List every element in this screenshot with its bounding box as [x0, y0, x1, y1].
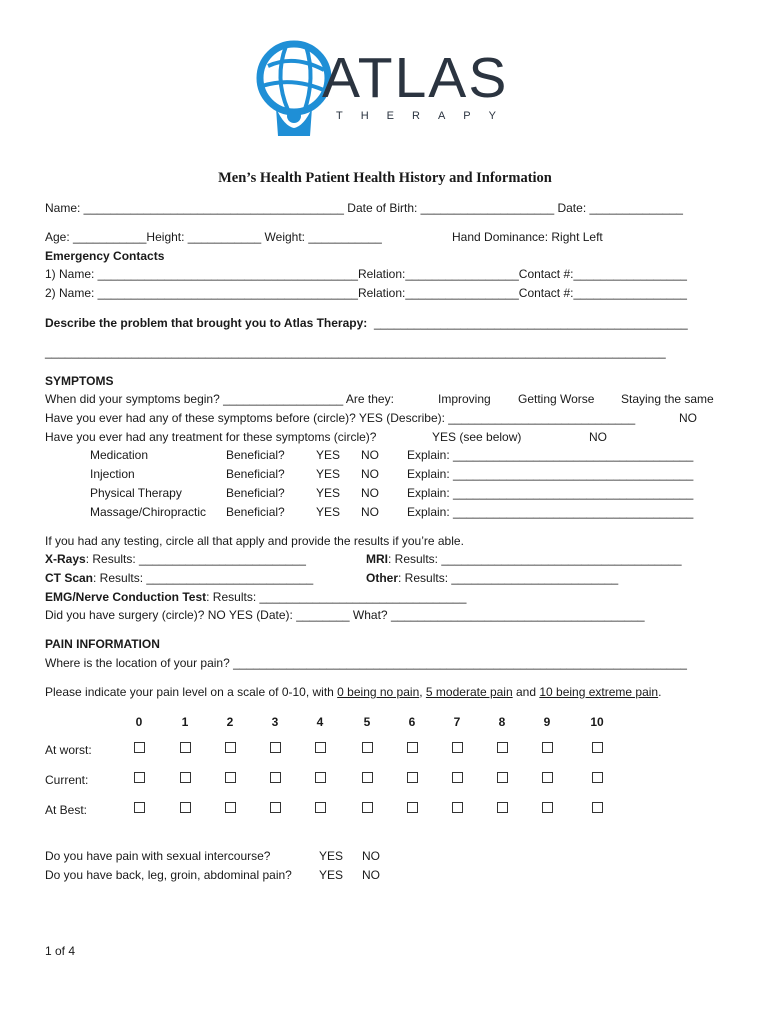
pain-level-checkbox[interactable]: [134, 772, 145, 783]
pain-scale-number: 10: [590, 715, 604, 729]
ct-field[interactable]: [45, 571, 313, 585]
pain-scale-number: 2: [226, 715, 234, 729]
scale-0: 0 being no pain: [337, 685, 420, 699]
scale-5: 5 moderate pain: [425, 685, 513, 699]
scale-sep-2: and: [512, 685, 540, 699]
treatment-no[interactable]: NO: [589, 430, 607, 444]
pain-scale-number: 5: [363, 715, 371, 729]
pain-level-checkbox[interactable]: [134, 742, 145, 753]
mri-field[interactable]: [366, 552, 682, 566]
pain-scale-number: 9: [543, 715, 551, 729]
treatment-beneficial: Beneficial?: [226, 467, 285, 481]
treatment-beneficial: Beneficial?: [226, 486, 285, 500]
pain-level-checkbox[interactable]: [315, 802, 326, 813]
treatment-name: Physical Therapy: [90, 486, 182, 500]
back-pain-question: Do you have back, leg, groin, abdominal pain?: [45, 868, 292, 882]
symptoms-before-question[interactable]: Have you ever had any of these symptoms before (circle)? YES (Describe): ____________________________: [45, 411, 636, 425]
xray-results[interactable]: : Results: _________________________: [85, 552, 306, 566]
pain-level-checkbox[interactable]: [542, 742, 553, 753]
treatment-no-option[interactable]: NO: [361, 486, 379, 500]
treatment-explain[interactable]: Explain: ____________________________________: [407, 486, 694, 500]
logo-subtitle: THERAPY: [336, 110, 514, 122]
pain-level-checkbox[interactable]: [225, 772, 236, 783]
pain-scale-number: 1: [181, 715, 189, 729]
atlas-therapy-logo: [248, 36, 518, 146]
problem-line-2[interactable]: _____________________________________________________________________________________________: [45, 345, 666, 359]
xray-label: X-Rays: [45, 552, 86, 566]
emergency-contacts-heading: Emergency Contacts: [45, 249, 165, 263]
pain-level-checkbox[interactable]: [542, 772, 553, 783]
treatment-yes-option[interactable]: YES: [316, 467, 341, 481]
scale-end: .: [658, 685, 662, 699]
other-field[interactable]: [366, 571, 618, 585]
logo-word: ATLAS: [322, 46, 509, 110]
pain-level-checkbox[interactable]: [407, 742, 418, 753]
pain-level-checkbox[interactable]: [180, 772, 191, 783]
treatment-yes-option[interactable]: YES: [316, 505, 341, 519]
pain-level-checkbox[interactable]: [452, 772, 463, 783]
symptoms-begin-question[interactable]: When did your symptoms begin? __________________ Are they:: [45, 392, 394, 406]
surgery-question[interactable]: Did you have surgery (circle)? NO YES (Date): ________ What? ______________________________________: [45, 608, 645, 622]
treatment-explain[interactable]: Explain: ____________________________________: [407, 467, 694, 481]
pain-level-checkbox[interactable]: [407, 772, 418, 783]
emergency-contact-1[interactable]: 1) Name: _______________________________________Relation:_________________Contact #:_________________: [45, 267, 687, 281]
pain-row-label: Current:: [45, 773, 89, 787]
pain-level-checkbox[interactable]: [497, 742, 508, 753]
treatment-no-option[interactable]: NO: [361, 505, 379, 519]
back-pain-yes[interactable]: YES: [319, 868, 344, 882]
treatment-yes[interactable]: YES (see below): [432, 430, 522, 444]
pain-level-checkbox[interactable]: [270, 802, 281, 813]
option-improving[interactable]: Improving: [438, 392, 491, 406]
page-title: Men’s Health Patient Health History and Information: [218, 170, 552, 186]
option-getting-worse[interactable]: Getting Worse: [518, 392, 595, 406]
scale-sep-1: ,: [419, 685, 426, 699]
pain-level-checkbox[interactable]: [407, 802, 418, 813]
sexual-pain-no[interactable]: NO: [362, 849, 380, 863]
pain-level-checkbox[interactable]: [542, 802, 553, 813]
treatment-explain[interactable]: Explain: ____________________________________: [407, 505, 694, 519]
pain-level-checkbox[interactable]: [270, 742, 281, 753]
pain-scale-number: 0: [135, 715, 143, 729]
mri-results[interactable]: : Results: ____________________________________: [388, 552, 682, 566]
pain-scale-number: 6: [408, 715, 416, 729]
pain-level-checkbox[interactable]: [362, 742, 373, 753]
xray-field[interactable]: [45, 552, 306, 566]
emergency-contact-2[interactable]: 2) Name: _______________________________________Relation:_________________Contact #:_________________: [45, 286, 687, 300]
treatment-yes-option[interactable]: YES: [316, 448, 341, 462]
pain-level-checkbox[interactable]: [225, 742, 236, 753]
hand-dominance[interactable]: Hand Dominance: Right Left: [452, 230, 603, 244]
pain-level-checkbox[interactable]: [592, 802, 603, 813]
pain-level-checkbox[interactable]: [497, 772, 508, 783]
pain-level-checkbox[interactable]: [180, 742, 191, 753]
pain-level-checkbox[interactable]: [362, 772, 373, 783]
symptoms-before-no[interactable]: NO: [679, 411, 697, 425]
treatment-beneficial: Beneficial?: [226, 448, 285, 462]
other-results[interactable]: : Results: _________________________: [398, 571, 619, 585]
pain-level-checkbox[interactable]: [315, 742, 326, 753]
emg-results[interactable]: : Results: _______________________________: [206, 590, 467, 604]
ct-results[interactable]: : Results: _________________________: [93, 571, 314, 585]
pain-level-checkbox[interactable]: [225, 802, 236, 813]
pain-scale-number: 8: [498, 715, 506, 729]
pain-level-checkbox[interactable]: [180, 802, 191, 813]
pain-level-checkbox[interactable]: [362, 802, 373, 813]
ct-label: CT Scan: [45, 571, 94, 585]
treatment-no-option[interactable]: NO: [361, 448, 379, 462]
symptoms-heading: SYMPTOMS: [45, 374, 114, 388]
other-label: Other: [366, 571, 399, 585]
pain-scale-number: 3: [271, 715, 279, 729]
treatment-name: Injection: [90, 467, 135, 481]
pain-row-label: At Best:: [45, 803, 88, 817]
emg-field[interactable]: [45, 590, 466, 604]
option-staying-same[interactable]: Staying the same: [621, 392, 714, 406]
problem-label: Describe the problem that brought you to Atlas Therapy:: [45, 316, 368, 330]
pain-level-checkbox[interactable]: [452, 802, 463, 813]
name-dob-date-line[interactable]: Name: _______________________________________ Date of Birth: ____________________ Date: ______________: [45, 201, 683, 215]
emg-label: EMG/Nerve Conduction Test: [45, 590, 207, 604]
sexual-pain-question: Do you have pain with sexual intercourse?: [45, 849, 271, 863]
pain-level-checkbox[interactable]: [592, 772, 603, 783]
pain-scale-instructions: [45, 685, 661, 699]
age-height-weight-line[interactable]: Age: ___________Height: ___________ Weight: ___________: [45, 230, 382, 244]
page-number: 1 of 4: [45, 944, 76, 958]
scale-10: 10 being extreme pain: [539, 685, 659, 699]
pain-level-checkbox[interactable]: [134, 802, 145, 813]
sexual-pain-yes[interactable]: YES: [319, 849, 344, 863]
pain-heading: PAIN INFORMATION: [45, 637, 160, 651]
problem-line-1[interactable]: _______________________________________________: [374, 316, 688, 330]
mri-label: MRI: [366, 552, 388, 566]
treatment-yes-option[interactable]: YES: [316, 486, 341, 500]
back-pain-no[interactable]: NO: [362, 868, 380, 882]
treatment-no-option[interactable]: NO: [361, 467, 379, 481]
pain-level-checkbox[interactable]: [270, 772, 281, 783]
treatment-question: Have you ever had any treatment for these symptoms (circle)?: [45, 430, 377, 444]
treatment-beneficial: Beneficial?: [226, 505, 285, 519]
pain-row-label: At worst:: [45, 743, 92, 757]
pain-scale-number: 7: [453, 715, 461, 729]
treatment-name: Massage/Chiropractic: [90, 505, 207, 519]
pain-level-checkbox[interactable]: [452, 742, 463, 753]
pain-level-checkbox[interactable]: [592, 742, 603, 753]
scale-prefix: Please indicate your pain level on a scale of 0-10, with: [45, 685, 338, 699]
testing-intro: If you had any testing, circle all that apply and provide the results if you’re able.: [45, 534, 464, 548]
treatment-explain[interactable]: Explain: ____________________________________: [407, 448, 694, 462]
pain-level-checkbox[interactable]: [497, 802, 508, 813]
treatment-name: Medication: [90, 448, 149, 462]
pain-level-checkbox[interactable]: [315, 772, 326, 783]
pain-location[interactable]: Where is the location of your pain? ____________________________________________________________________: [45, 656, 687, 670]
pain-scale-number: 4: [316, 715, 324, 729]
